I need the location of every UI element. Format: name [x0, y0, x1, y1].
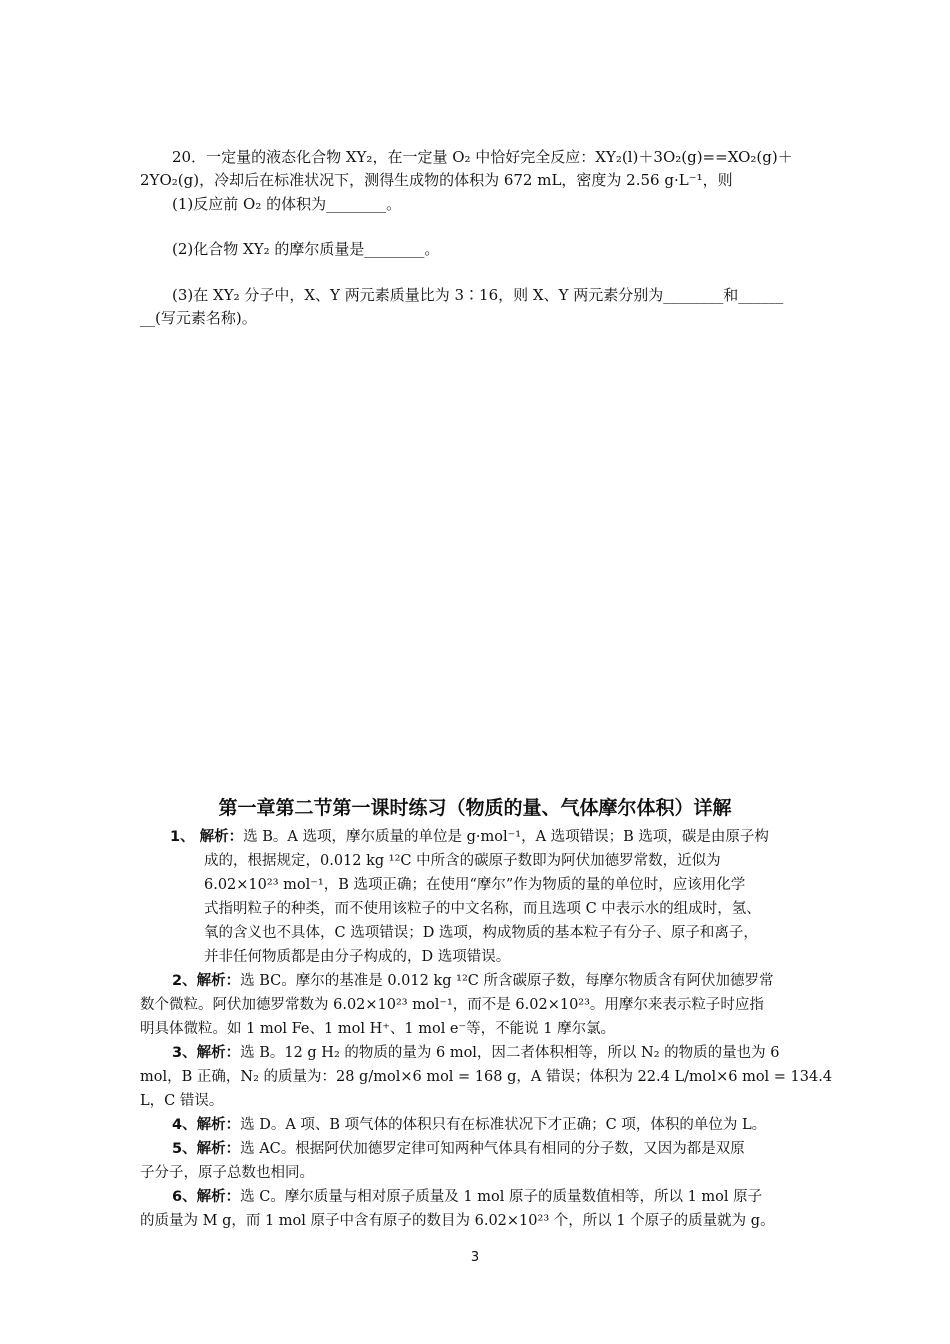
q20-line2: 2YO₂(g)，冷却后在标准状况下，测得生成物的体积为 672 mL，密度为 2.56 g·L⁻¹，则 [140, 171, 733, 189]
s6-label-text: 6、解析： [172, 1189, 241, 1205]
s1-line6: 并非任何物质都是由分子构成的，D 选项错误。 [204, 949, 511, 965]
s1-label [170, 826, 769, 848]
s4-label-text: 4、解析： [172, 1117, 241, 1133]
s3-line3: L，C 错误。 [140, 1093, 224, 1109]
s1-line3: 6.02×10²³ mol⁻¹，B 选项正确；在使用“摩尔”作为物质的量的单位时，应该用化学 [204, 877, 746, 893]
s2-label-text: 2、解析： [172, 973, 241, 989]
s3-label-text: 3、解析： [172, 1045, 241, 1061]
s4-line1: 选 D。A 项、B 项气体的体积只有在标准状况下才正确；C 项，体积的单位为 L。 [240, 1117, 767, 1133]
solutions-title: 第一章第二节第一课时练习（物质的量、气体摩尔体积）详解 [218, 797, 732, 819]
s1-line4: 式指明粒子的种类，而不使用该粒子的中文名称，而且选项 C 中表示水的组成时，氢、 [204, 901, 761, 917]
s1-line5: 氧的含义也不具体，C 选项错误；D 选项，构成物质的基本粒子有分子、原子和离子， [204, 925, 758, 941]
s1-label-text: 1、 解析： [170, 829, 244, 845]
s6-line2: 的质量为 M g，而 1 mol 原子中含有原子的数目为 6.02×10²³ 个，所以 1 个原子的质量就为 g。 [140, 1213, 775, 1229]
q20-part3-line2: __(写元素名称)。 [140, 309, 257, 327]
page-number: 3 [470, 1250, 480, 1265]
s2-first [172, 970, 773, 992]
s2-line3: 明具体微粒。如 1 mol Fe、1 mol H⁺、1 mol e⁻等，不能说 1 摩尔氯。 [140, 1021, 616, 1037]
q20-line1: 20．一定量的液态化合物 XY₂，在一定量 O₂ 中恰好完全反应：XY₂(l)＋3O₂(g)==XO₂(g)＋ [172, 148, 793, 166]
s3-line1: 选 B。12 g H₂ 的物质的量为 6 mol，因二者体积相等，所以 N₂ 的物质的量也为 6 [240, 1045, 780, 1061]
s2-line2: 数个微粒。阿伏加德罗常数为 6.02×10²³ mol⁻¹，而不是 6.02×10²³。用摩尔来表示粒子时应指 [140, 997, 764, 1013]
s3-line2: mol，B 正确，N₂ 的质量为：28 g/mol×6 mol = 168 g，A 错误；体积为 22.4 L/mol×6 mol = 134.4 [140, 1069, 833, 1085]
q20-part2: (2)化合物 XY₂ 的摩尔质量是________。 [172, 240, 440, 258]
s5-first [172, 1138, 745, 1160]
s1-line1: 选 B。A 选项，摩尔质量的单位是 g·mol⁻¹，A 选项错误；B 选项，碳是由原子构 [243, 829, 769, 845]
s4-first [172, 1114, 766, 1136]
s5-line2: 子分子，原子总数也相同。 [140, 1165, 314, 1181]
s5-line1: 选 AC。根据阿伏加德罗定律可知两种气体具有相同的分子数，又因为都是双原 [240, 1141, 745, 1157]
s1-line2: 成的，根据规定，0.012 kg ¹²C 中所含的碳原子数即为阿伏加德罗常数，近似为 [204, 853, 721, 869]
s2-line1: 选 BC。摩尔的基准是 0.012 kg ¹²C 所含碳原子数，每摩尔物质含有阿伏加德罗常 [240, 973, 774, 989]
s6-first [172, 1186, 762, 1208]
s6-line1: 选 C。摩尔质量与相对原子质量及 1 mol 原子的质量数值相等，所以 1 mol 原子 [240, 1189, 763, 1205]
q20-part1: (1)反应前 O₂ 的体积为________。 [172, 195, 402, 213]
q20-part3-line1: (3)在 XY₂ 分子中，X、Y 两元素质量比为 3∶16，则 X、Y 两元素分别为________和______ [172, 286, 784, 304]
s3-first [172, 1042, 780, 1064]
s5-label-text: 5、解析： [172, 1141, 241, 1157]
